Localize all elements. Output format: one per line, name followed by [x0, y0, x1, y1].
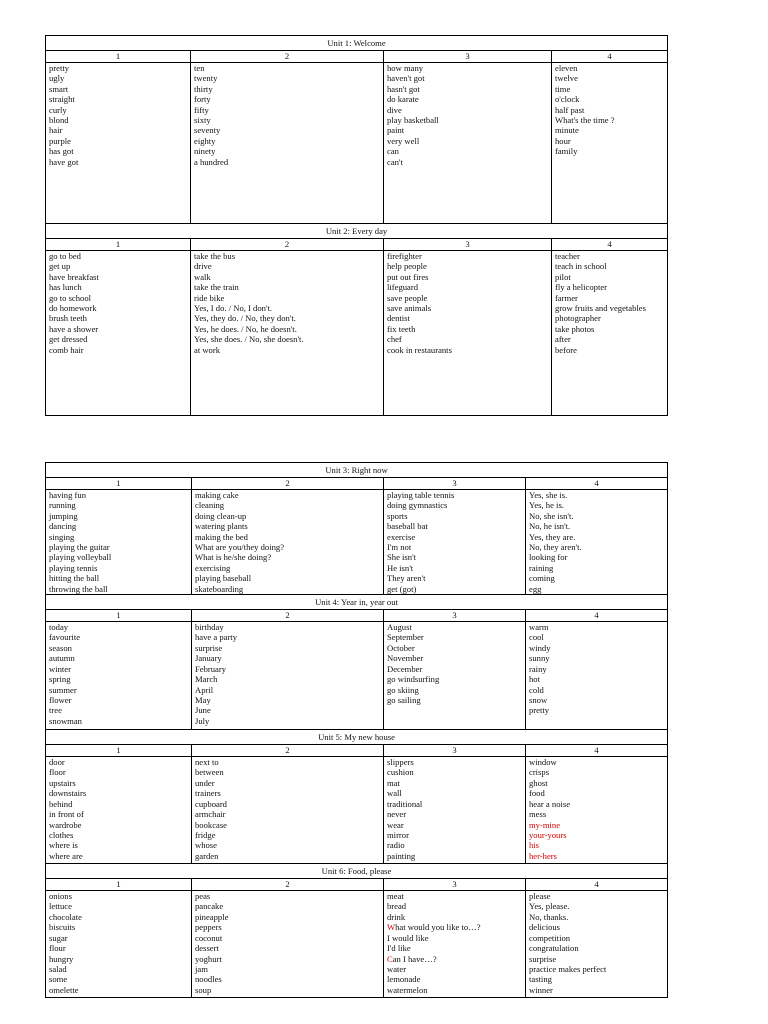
- vocabulary-word: jumping: [49, 510, 78, 521]
- vocabulary-word: armchair: [195, 809, 226, 820]
- vocabulary-word: ugly: [49, 73, 65, 84]
- unit-title: Unit 1: Welcome: [46, 36, 668, 51]
- vocabulary-word: fix teeth: [387, 323, 416, 334]
- vocabulary-word: your-yours: [529, 829, 567, 840]
- vocabulary-word: bread: [387, 901, 407, 912]
- vocabulary-word: teach in school: [555, 261, 607, 272]
- vocabulary-word: in front of: [49, 809, 84, 820]
- vocabulary-word: go to school: [49, 292, 92, 303]
- column-number: 4: [526, 610, 668, 622]
- vocabulary-word: radio: [387, 840, 405, 851]
- vocabulary-word: exercising: [195, 562, 231, 573]
- unit-section: [46, 463, 668, 595]
- vocabulary-word: my-mine: [529, 819, 561, 830]
- vocabulary-word: ninety: [194, 146, 216, 157]
- vocabulary-word: go sailing: [387, 694, 421, 705]
- vocabulary-word: behind: [49, 798, 73, 809]
- column-number: 3: [384, 478, 526, 490]
- vocabulary-word: hear a noise: [529, 798, 571, 809]
- column-number: 3: [384, 879, 526, 891]
- vocabulary-word: curly: [49, 104, 67, 115]
- column-number: 2: [192, 478, 384, 490]
- vocabulary-word: congratulation: [529, 943, 579, 954]
- vocabulary-word: I would like: [387, 932, 429, 943]
- vocabulary-word: dessert: [195, 943, 219, 954]
- vocabulary-word: Yes, please.: [529, 901, 570, 912]
- vocabulary-word: hour: [555, 135, 571, 146]
- vocabulary-word: drive: [194, 261, 212, 272]
- vocabulary-word: forty: [194, 94, 211, 105]
- column-number: 2: [192, 879, 384, 891]
- word-list-cell: [384, 757, 526, 864]
- vocabulary-word: have a shower: [49, 323, 99, 334]
- unit-title: Unit 6: Food, please: [46, 864, 668, 879]
- vocabulary-word: cupboard: [195, 798, 227, 809]
- vocabulary-word: hot: [529, 674, 540, 685]
- column-number: 4: [526, 745, 668, 757]
- vocabulary-word: summer: [49, 684, 77, 695]
- vocabulary-word: downstairs: [49, 788, 87, 799]
- vocabulary-word: chocolate: [49, 911, 82, 922]
- vocabulary-word: at work: [194, 344, 221, 355]
- vocabulary-word: cold: [529, 684, 544, 695]
- vocabulary-word: peppers: [195, 922, 222, 933]
- vocabulary-word: playing tennis: [49, 562, 98, 573]
- word-list-cell: [526, 622, 668, 730]
- column-number: 4: [526, 478, 668, 490]
- vocabulary-word: coming: [529, 573, 555, 584]
- vocabulary-word: playing the guitar: [49, 542, 110, 553]
- vocabulary-word: where are: [49, 850, 83, 861]
- vocabulary-word: window: [529, 757, 557, 768]
- vocabulary-word: bookcase: [195, 819, 227, 830]
- vocabulary-word: photographer: [555, 313, 601, 324]
- vocabulary-word: sugar: [49, 932, 68, 943]
- vocabulary-word: Yes, she is.: [529, 490, 568, 500]
- vocabulary-word: smart: [49, 83, 69, 94]
- vocabulary-word: having fun: [49, 490, 86, 500]
- vocabulary-word: I'm not: [387, 542, 412, 553]
- vocabulary-word: playing table tennis: [387, 490, 455, 500]
- vocabulary-word: has lunch: [49, 282, 82, 293]
- word-list-cell: [46, 891, 192, 998]
- vocabulary-word: blond: [49, 115, 69, 126]
- vocabulary-word: warm: [529, 622, 549, 633]
- vocabulary-word: can't: [387, 156, 403, 167]
- vocabulary-word: brush teeth: [49, 313, 87, 324]
- vocabulary-word: tree: [49, 705, 62, 716]
- column-number: 2: [192, 745, 384, 757]
- vocabulary-word: floor: [49, 767, 66, 778]
- word-list-cell: [46, 622, 192, 730]
- word-list-cell: [384, 891, 526, 998]
- vocabulary-word: What is he/she doing?: [195, 552, 272, 563]
- vocabulary-word: wear: [387, 819, 404, 830]
- vocabulary-word: biscuits: [49, 922, 76, 933]
- vocabulary-word: noodles: [195, 974, 222, 985]
- word-list-cell: [191, 63, 384, 224]
- vocabulary-word: dancing: [49, 521, 77, 532]
- vocabulary-word: how many: [387, 63, 424, 73]
- vocabulary-word: She isn't: [387, 552, 417, 563]
- vocabulary-word: lettuce: [49, 901, 72, 912]
- vocabulary-word: some: [49, 974, 68, 985]
- vocabulary-word: sunny: [529, 653, 550, 664]
- vocabulary-word: never: [387, 809, 407, 820]
- column-number: 4: [552, 51, 668, 63]
- vocabulary-word: cleaning: [195, 500, 225, 511]
- vocabulary-word: He isn't: [387, 562, 414, 573]
- unit-title: Unit 5: My new house: [46, 730, 668, 745]
- vocabulary-word: before: [555, 344, 577, 355]
- vocabulary-word: jam: [195, 963, 208, 974]
- vocabulary-word: windy: [529, 642, 551, 653]
- word-list-cell: [526, 490, 668, 595]
- vocabulary-word: season: [49, 642, 72, 653]
- vocabulary-word: hungry: [49, 953, 74, 964]
- vocabulary-word: drink: [387, 911, 406, 922]
- vocabulary-word: wall: [387, 788, 402, 799]
- vocabulary-word: birthday: [195, 622, 224, 633]
- vocabulary-word: raining: [529, 562, 554, 573]
- vocabulary-word: help people: [387, 261, 427, 272]
- vocabulary-word: sports: [387, 510, 408, 521]
- column-number: 1: [46, 745, 192, 757]
- word-list-cell: [526, 757, 668, 864]
- vocabulary-word: eighty: [194, 135, 216, 146]
- vocabulary-word: fridge: [195, 829, 216, 840]
- column-number: 2: [191, 239, 384, 251]
- vocabulary-word: ride bike: [194, 292, 225, 303]
- vocabulary-word: ghost: [529, 777, 548, 788]
- vocabulary-word: has got: [49, 146, 74, 157]
- vocabulary-word: paint: [387, 125, 405, 136]
- vocabulary-word: winner: [529, 984, 553, 995]
- vocabulary-word: save animals: [387, 303, 432, 314]
- vocabulary-word: June: [195, 705, 211, 716]
- vocabulary-word: trainers: [195, 788, 221, 799]
- vocabulary-word: snowman: [49, 715, 82, 726]
- vocabulary-word: twenty: [194, 73, 218, 84]
- vocabulary-word: No, thanks.: [529, 911, 569, 922]
- vocabulary-word: his: [529, 840, 540, 851]
- vocabulary-word: pilot: [555, 271, 571, 282]
- vocabulary-word: eleven: [555, 63, 578, 73]
- vocabulary-word: dentist: [387, 313, 410, 324]
- vocabulary-word: Yes, she does. / No, she doesn't.: [194, 334, 304, 345]
- word-list-cell: [46, 757, 192, 864]
- vocabulary-word: save people: [387, 292, 428, 303]
- word-list-cell: [526, 891, 668, 998]
- vocabulary-word: Yes, he does. / No, he doesn't.: [194, 323, 297, 334]
- word-list-cell: [46, 63, 191, 224]
- vocabulary-word: August: [387, 622, 412, 633]
- vocabulary-word: running: [49, 500, 76, 511]
- vocabulary-word: do homework: [49, 303, 97, 314]
- vocabulary-table-units-1-2: [45, 35, 668, 416]
- vocabulary-word: have breakfast: [49, 271, 99, 282]
- vocabulary-word: doing clean-up: [195, 510, 247, 521]
- vocabulary-word: coconut: [195, 932, 223, 943]
- vocabulary-word: hasn't got: [387, 83, 420, 94]
- vocabulary-word: lifeguard: [387, 282, 419, 293]
- vocabulary-word: September: [387, 632, 424, 643]
- vocabulary-word: skateboarding: [195, 583, 244, 594]
- column-number: 4: [552, 239, 668, 251]
- vocabulary-word: teacher: [555, 251, 580, 261]
- vocabulary-word: family: [555, 146, 578, 157]
- vocabulary-word: looking for: [529, 552, 568, 563]
- vocabulary-word: Yes, he is.: [529, 500, 564, 511]
- vocabulary-word: door: [49, 757, 65, 768]
- column-number: 1: [46, 610, 192, 622]
- vocabulary-word: pancake: [195, 901, 224, 912]
- vocabulary-word: No, he isn't.: [529, 521, 571, 532]
- vocabulary-word: seventy: [194, 125, 221, 136]
- unit-section: [46, 864, 668, 998]
- vocabulary-word: egg: [529, 583, 542, 594]
- vocabulary-word: onions: [49, 891, 72, 902]
- unit-section: [46, 224, 668, 416]
- vocabulary-word: playing baseball: [195, 573, 252, 584]
- column-number: 2: [192, 610, 384, 622]
- vocabulary-word: mirror: [387, 829, 409, 840]
- column-number: 1: [46, 51, 191, 63]
- vocabulary-word: farmer: [555, 292, 578, 303]
- word-list-cell: [46, 251, 191, 416]
- vocabulary-word: a hundred: [194, 156, 229, 167]
- vocabulary-word: What would you like to…?: [387, 922, 481, 933]
- vocabulary-word: have a party: [195, 632, 237, 643]
- vocabulary-word: May: [195, 694, 211, 705]
- vocabulary-word: December: [387, 663, 423, 674]
- vocabulary-word: put out fires: [387, 271, 429, 282]
- vocabulary-word: fly a helicopter: [555, 282, 608, 293]
- vocabulary-word: cushion: [387, 767, 414, 778]
- vocabulary-word: between: [195, 767, 224, 778]
- vocabulary-word: No, they aren't.: [529, 542, 582, 553]
- vocabulary-word: fifty: [194, 104, 209, 115]
- word-list-cell: [192, 490, 384, 595]
- vocabulary-word: singing: [49, 531, 75, 542]
- vocabulary-word: ten: [194, 63, 205, 73]
- vocabulary-word: very well: [387, 135, 420, 146]
- vocabulary-word: cook in restaurants: [387, 344, 452, 355]
- vocabulary-word: garden: [195, 850, 219, 861]
- unit-title: Unit 3: Right now: [46, 463, 668, 478]
- vocabulary-word: yoghurt: [195, 953, 222, 964]
- vocabulary-word: after: [555, 334, 571, 345]
- vocabulary-word: watermelon: [387, 984, 428, 995]
- vocabulary-word: July: [195, 715, 210, 726]
- column-number: 1: [46, 879, 192, 891]
- vocabulary-word: please: [529, 891, 551, 902]
- word-list-cell: [192, 891, 384, 998]
- vocabulary-word: under: [195, 777, 215, 788]
- vocabulary-word: flour: [49, 943, 66, 954]
- vocabulary-word: can: [387, 146, 399, 157]
- vocabulary-word: April: [195, 684, 214, 695]
- vocabulary-word: time: [555, 83, 571, 94]
- vocabulary-word: o'clock: [555, 94, 580, 105]
- vocabulary-word: making the bed: [195, 531, 248, 542]
- column-number: 3: [384, 610, 526, 622]
- word-list-cell: [384, 63, 552, 224]
- vocabulary-word: Yes, I do. / No, I don't.: [194, 303, 273, 314]
- vocabulary-word: whose: [195, 840, 217, 851]
- column-number: 1: [46, 478, 192, 490]
- unit-section: [46, 36, 668, 224]
- vocabulary-word: March: [195, 674, 218, 685]
- column-number: 3: [384, 239, 552, 251]
- vocabulary-word: go skiing: [387, 684, 419, 695]
- vocabulary-word: lemonade: [387, 974, 421, 985]
- vocabulary-word: soup: [195, 984, 212, 995]
- word-list-cell: [192, 757, 384, 864]
- vocabulary-word: throwing the ball: [49, 583, 108, 594]
- vocabulary-word: take photos: [555, 323, 595, 334]
- vocabulary-word: baseball bat: [387, 521, 428, 532]
- vocabulary-word: winter: [49, 663, 71, 674]
- vocabulary-word: twelve: [555, 73, 578, 84]
- vocabulary-word: clothes: [49, 829, 74, 840]
- vocabulary-table-units-3-6: [45, 462, 668, 998]
- vocabulary-word: February: [195, 663, 227, 674]
- vocabulary-word: exercise: [387, 531, 416, 542]
- vocabulary-word: No, she isn't.: [529, 510, 574, 521]
- vocabulary-word: dive: [387, 104, 402, 115]
- vocabulary-word: where is: [49, 840, 78, 851]
- vocabulary-word: get up: [49, 261, 71, 272]
- vocabulary-word: play basketball: [387, 115, 439, 126]
- vocabulary-word: wardrobe: [49, 819, 82, 830]
- vocabulary-word: What's the time ?: [555, 115, 615, 126]
- vocabulary-word: walk: [194, 271, 211, 282]
- vocabulary-word: rainy: [529, 663, 547, 674]
- vocabulary-word: peas: [195, 891, 211, 902]
- vocabulary-word: mat: [387, 777, 400, 788]
- vocabulary-word: comb hair: [49, 344, 84, 355]
- vocabulary-word: salad: [49, 963, 67, 974]
- vocabulary-word: autumn: [49, 653, 75, 664]
- vocabulary-word: get dressed: [49, 334, 88, 345]
- vocabulary-word: October: [387, 642, 415, 653]
- vocabulary-word: sixty: [194, 115, 211, 126]
- vocabulary-word: November: [387, 653, 424, 664]
- vocabulary-word: cool: [529, 632, 544, 643]
- vocabulary-word: Can I have…?: [387, 953, 437, 964]
- vocabulary-word: upstairs: [49, 777, 76, 788]
- unit-section: [46, 730, 668, 864]
- vocabulary-word: take the train: [194, 282, 239, 293]
- vocabulary-word: pretty: [49, 63, 70, 73]
- vocabulary-word: practice makes perfect: [529, 963, 607, 974]
- vocabulary-word: hitting the ball: [49, 573, 100, 584]
- vocabulary-word: minute: [555, 125, 579, 136]
- vocabulary-word: painting: [387, 850, 416, 861]
- vocabulary-word: have got: [49, 156, 79, 167]
- word-list-cell: [384, 251, 552, 416]
- vocabulary-word: snow: [529, 694, 548, 705]
- vocabulary-word: What are you/they doing?: [195, 542, 285, 553]
- vocabulary-word: haven't got: [387, 73, 425, 84]
- vocabulary-word: surprise: [195, 642, 223, 653]
- vocabulary-word: Yes, they do. / No, they don't.: [194, 313, 296, 324]
- vocabulary-word: surprise: [529, 953, 557, 964]
- vocabulary-word: thirty: [194, 83, 213, 94]
- word-list-cell: [192, 622, 384, 730]
- word-list-cell: [384, 490, 526, 595]
- word-list-cell: [46, 490, 192, 595]
- vocabulary-word: omelette: [49, 984, 79, 995]
- column-number: 1: [46, 239, 191, 251]
- vocabulary-word: making cake: [195, 490, 239, 500]
- vocabulary-word: get (got): [387, 583, 417, 594]
- vocabulary-word: next to: [195, 757, 219, 768]
- vocabulary-word: grow fruits and vegetables: [555, 303, 646, 314]
- vocabulary-word: go to bed: [49, 251, 81, 261]
- vocabulary-word: traditional: [387, 798, 423, 809]
- vocabulary-word: food: [529, 788, 545, 799]
- vocabulary-word: I'd like: [387, 943, 411, 954]
- word-list-cell: [552, 63, 668, 224]
- vocabulary-word: take the bus: [194, 251, 236, 261]
- column-number: 2: [191, 51, 384, 63]
- vocabulary-word: tasting: [529, 974, 552, 985]
- vocabulary-word: doing gymnastics: [387, 500, 448, 511]
- unit-title: Unit 2: Every day: [46, 224, 668, 239]
- vocabulary-word: meat: [387, 891, 404, 902]
- vocabulary-word: half past: [555, 104, 585, 115]
- vocabulary-word: Yes, they are.: [529, 531, 576, 542]
- vocabulary-word: firefighter: [387, 251, 422, 261]
- vocabulary-word: delicious: [529, 922, 561, 933]
- vocabulary-word: competition: [529, 932, 571, 943]
- vocabulary-word: hair: [49, 125, 63, 136]
- vocabulary-word: her-hers: [529, 850, 557, 861]
- vocabulary-word: straight: [49, 94, 75, 105]
- vocabulary-word: favourite: [49, 632, 81, 643]
- unit-section: [46, 595, 668, 730]
- vocabulary-word: today: [49, 622, 69, 633]
- column-number: 3: [384, 745, 526, 757]
- vocabulary-word: go windsurfing: [387, 674, 440, 685]
- unit-title: Unit 4: Year in, year out: [46, 595, 668, 610]
- word-list-cell: [384, 622, 526, 730]
- vocabulary-word: playing volleyball: [49, 552, 112, 563]
- vocabulary-word: watering plants: [195, 521, 248, 532]
- vocabulary-word: January: [195, 653, 222, 664]
- vocabulary-word: purple: [49, 135, 71, 146]
- vocabulary-word: water: [387, 963, 407, 974]
- vocabulary-word: slippers: [387, 757, 414, 768]
- vocabulary-word: mess: [529, 809, 547, 820]
- vocabulary-word: pretty: [529, 705, 550, 716]
- vocabulary-word: pineapple: [195, 911, 229, 922]
- column-number: 3: [384, 51, 552, 63]
- vocabulary-word: flower: [49, 694, 72, 705]
- vocabulary-word: They aren't: [387, 573, 426, 584]
- word-list-cell: [191, 251, 384, 416]
- vocabulary-word: do karate: [387, 94, 419, 105]
- vocabulary-word: chef: [387, 334, 402, 345]
- vocabulary-word: crisps: [529, 767, 550, 778]
- word-list-cell: [552, 251, 668, 416]
- column-number: 4: [526, 879, 668, 891]
- vocabulary-word: spring: [49, 674, 71, 685]
